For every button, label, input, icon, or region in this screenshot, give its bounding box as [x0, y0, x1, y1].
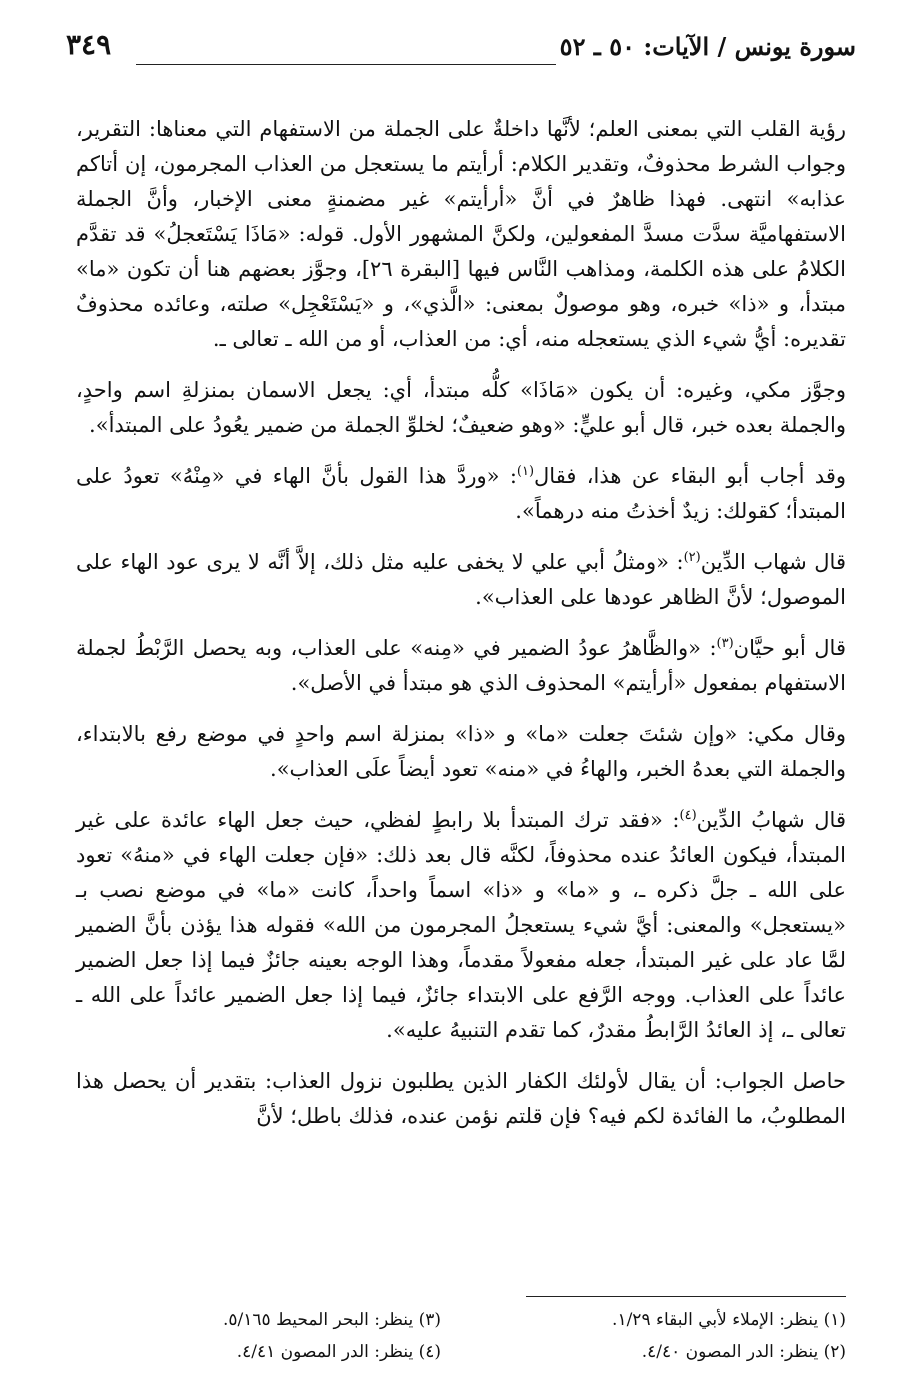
paragraph: وقال مكي: «وإن شئتَ جعلت «ما» و «ذا» بمنزلة اسم واحدٍ في موضع رفع بالابتداء، والجملة التي بعدهُ الخبر، والهاءُ في «منه» تعود أيضاً علَى العذاب».	[76, 722, 846, 781]
paragraph-tail: : «والظَّاهرُ عودُ الضمير في «مِنه» على العذاب، وبه يحصل الرَّبْطُ لجملة الاستفهام بمفعول «أرأيتم» المحذوف الذي هو مبتدأ في الأصل».	[76, 636, 846, 695]
footnote-ref[interactable]: (٢)	[683, 550, 701, 565]
footnotes	[76, 1304, 846, 1368]
footnote: (٣) ينظر: البحر المحيط ٥/١٦٥.	[223, 1310, 441, 1330]
paragraph	[76, 459, 846, 529]
paragraph	[76, 631, 846, 701]
paragraph-tail: : «وردَّ هذا القول بأنَّ الهاء في «مِنْهُ» تعودُ على المبتدأ؛ كقولك: زيدٌ أخذتُ منه درهماً».	[76, 464, 846, 523]
footnote: (٤) ينظر: الدر المصون ٤/٤١.	[236, 1342, 441, 1362]
paragraph-lead: وقد أجاب أبو البقاء عن هذا، فقال	[534, 464, 847, 488]
header-rule	[136, 64, 556, 65]
paragraph-lead: قال أبو حيَّان	[733, 636, 846, 660]
paragraph: حاصل الجواب: أن يقال لأولئك الكفار الذين يطلبون نزول العذاب: بتقدير أن يحصل هذا المطلوبُ، ما الفائدة لكم فيه؟ فإن قلتم نؤمن عنده، فذلك باطل؛ لأنَّ	[76, 1069, 846, 1128]
footnote: (٢) ينظر: الدر المصون ٤/٤٠.	[641, 1342, 846, 1362]
body-text	[76, 112, 846, 1150]
footnote-ref[interactable]: (١)	[516, 464, 535, 479]
paragraph-lead: قال شهاب الدِّين	[700, 550, 846, 574]
footnote-ref[interactable]: (٤)	[679, 808, 697, 823]
page-number: ٣٤٩	[66, 28, 112, 61]
paragraph-lead: قال شهابُ الدِّين	[696, 808, 846, 832]
footnote-ref[interactable]: (٣)	[716, 636, 734, 651]
surah-title: سورة يونس / الآيات: ٥٠ ـ ٥٢	[559, 32, 856, 61]
footnote: (١) ينظر: الإملاء لأبي البقاء ١/٢٩.	[612, 1310, 846, 1330]
paragraph-tail: : «فقد ترك المبتدأ بلا رابطٍ لفظي، حيث جعل الهاء عائدة على غير المبتدأ، فيكون العائدُ عنده محذوفاً، لكنَّه قال بعد ذلك: «فإن جعلت الهاء في «منهُ» تعود على الله ـ جلَّ ذكره ـ، و «ما» و «ذا» اسماً واحداً، كانت «ما» في موضع نصب بـ «يستعجل» والمعنى: أيَّ شيء يستعجلُ المجرمون من الله» فقوله هذا يؤذن بأنَّ الضمير لمَّا عاد على غير المبتدأ، جعله مفعولاً مقدماً، وهذا الوجه بعينه جائزٌ فيما إذا جعل الضمير عائداً على العذاب. ووجه الرَّفع على الابتداء جائزٌ، فيما إذا جعل الضمير عائداً على الله ـ تعالى ـ، إذ العائدُ الرَّابطُ مقدرٌ، كما تقدم التنبيهُ عليه».	[76, 808, 846, 1042]
paragraph	[76, 803, 846, 1048]
paragraph: وجوَّز مكي، وغيره: أن يكون «مَاذَا» كلُّه مبتدأ، أي: يجعل الاسمان بمنزلةِ اسم واحدٍ، والجملة بعده خبر، قال أبو عليٍّ: «وهو ضعيفٌ؛ لخلوِّ الجملة من ضمير يعُودُ على المبتدأ».	[76, 378, 846, 437]
running-header	[66, 28, 856, 68]
paragraph-tail: : «ومثلُ أبي علي لا يخفى عليه مثل ذلك، إلاَّ أنَّه لا يرى عود الهاء على الموصول؛ لأنَّ الظاهر عودها على العذاب».	[76, 550, 846, 609]
paragraph	[76, 545, 846, 615]
footnote-rule	[526, 1296, 846, 1297]
paragraph: رؤية القلب التي بمعنى العلم؛ لأنَّها داخلةٌ على الجملة من الاستفهام التي معناها: التقرير، وجواب الشرط محذوفٌ، وتقدير الكلام: أرأيتم ما يستعجل من العذاب المجرمون، إن أتاكم عذابه» انتهى. فهذا ظاهرٌ في أنَّ «أرأيتم» غير مضمنةٍ معنى الإخبار، وأنَّ الجملة الاستفهاميَّة سدَّت مسدَّ المفعولين، ولكنَّ المشهور الأول. قوله: «مَاذَا يَسْتَعجلُ» قد تقدَّم الكلامُ على هذه الكلمة، ومذاهب النَّاس فيها [البقرة ٢٦]، وجوَّز بعضهم هنا أن تكون «ما» مبتدأ، و «ذا» خبره، وهو موصولٌ بمعنى: «الَّذي»، و «يَسْتَعْجِل» صلته، وعائده محذوفٌ تقديره: أيُّ شيء الذي يستعجله منه، أي: من العذاب، أو من الله ـ تعالى ـ.	[76, 117, 846, 351]
